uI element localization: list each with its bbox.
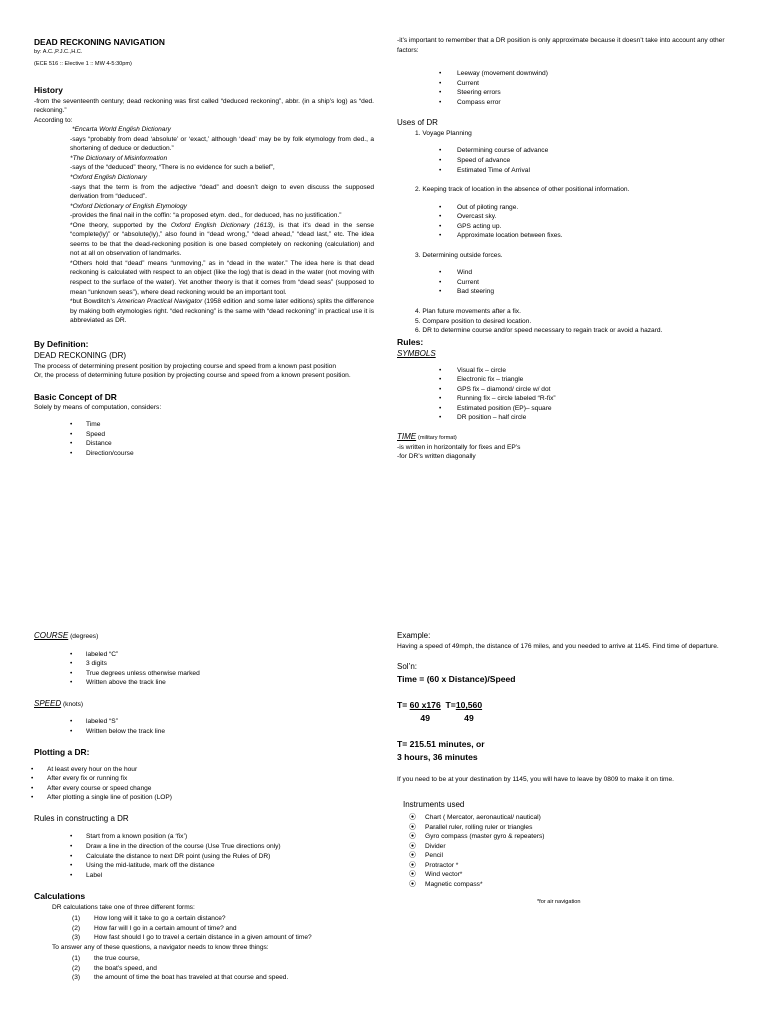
list-item [397, 842, 737, 852]
list-text: Parallel ruler, rolling ruler or triangles [425, 823, 533, 831]
list-text: How fast should I go to travel a certain distance in a given amount of time? [94, 934, 312, 942]
list-number: (3) [72, 934, 81, 942]
use-4: 4. Plan future movements after a fix. [415, 307, 521, 315]
list-item: • Current [397, 79, 737, 89]
result-line-1: T= 215.51 minutes, or [397, 739, 485, 750]
plotting-heading: Plotting a DR: [34, 747, 90, 758]
list-item: • Steering errors [397, 88, 737, 98]
fraction-denominator: 49 [420, 712, 430, 723]
text-run-italic: Oxford English Dictionary (1613) [170, 221, 273, 229]
list-item [34, 964, 374, 974]
list-item [397, 880, 737, 890]
course-rule [34, 630, 374, 642]
conclusion: If you need to be at your destination by 1145, you will have to leave by 0809 to make it on time. [397, 776, 674, 783]
list-item: • Time [34, 420, 374, 430]
source-title: *Encarta World English Dictionary [72, 126, 171, 134]
result-line-2: 3 hours, 36 minutes [397, 751, 478, 762]
list-text: How far will I go in a certain amount of time? and [94, 924, 237, 932]
symbols-heading: SYMBOLS [397, 349, 436, 359]
target-bullet-icon: ⦿ [409, 861, 416, 869]
list-item: • Calculate the distance to next DR point (using the Rules of DR) [34, 852, 374, 862]
use-2-list [397, 203, 737, 241]
source-text: -says of the “deduced” theory, “There is no evidence for such a belief”, [70, 164, 275, 172]
theory-unmoving: *Others hold that “dead” means “unmoving,” as in “dead in the water.” The idea here is that dead reckoning is calculated with respect to an object (like the log) that is dead in the water (not moving with respect to the surface of the water). Yet another theory is that it comes from “dead seas” (supposed to mean “unknown seas”), where dead reckoning would be an important tool. [70, 259, 374, 296]
theory-oed [70, 221, 374, 259]
list-item [397, 870, 737, 880]
example-text: Having a speed of 49mph, the distance of 176 miles, and you needed to arrive at 1145. Find time of departure. [397, 642, 719, 650]
list-item: • Draw a line in the direction of the course (Use True directions only) [34, 842, 374, 852]
authors: by: A.C.,P.J.C.,H.C. [34, 49, 83, 56]
course-label: COURSE [34, 631, 69, 640]
list-item: • After every course or speed change [31, 784, 374, 794]
list-item [34, 933, 374, 943]
course-list [34, 650, 374, 688]
list-text: the true course, [94, 955, 140, 963]
list-item: • True degrees unless otherwise marked [34, 669, 374, 679]
list-text: Divider [425, 842, 446, 850]
list-item: • Estimated position (EP)– square [397, 404, 737, 414]
history-intro: -from the seventeenth century; dead reckoning was first called “deduced reckoning”, abbr. (in a ship’s log) as “ded. reckoning.” [34, 97, 374, 115]
list-text: Wind vector* [425, 871, 463, 879]
target-bullet-icon: ⦿ [409, 871, 416, 879]
target-bullet-icon: ⦿ [409, 814, 416, 822]
list-item [397, 861, 737, 871]
list-item: • Approximate location between fixes. [397, 231, 737, 241]
list-item [34, 914, 374, 924]
list-item: • Estimated Time of Arrival [397, 166, 737, 176]
equation-lhs: T= [445, 700, 456, 711]
use-5: 5. Compare position to desired location. [415, 317, 532, 325]
list-item: • Out of piloting range. [397, 203, 737, 213]
list-text: Chart ( Mercator, aeronautical/ nautical) [425, 814, 541, 822]
speed-list [34, 717, 374, 736]
use-1: 1. Voyage Planning [415, 129, 472, 137]
text-run-italic: American Practical Navigator [117, 298, 203, 306]
calc-forms-list [34, 914, 374, 943]
list-item: • At least every hour on the hour [31, 765, 374, 775]
source-text: -says “probably from dead ‘absolute’ or ‘exact,’ although ‘dead’ may be by folk etymology from ded., a shortening of deduce or deduction.” [70, 135, 374, 153]
source-title: *Oxford English Dictionary [70, 173, 147, 181]
list-text: How long will it take to go a certain distance? [94, 915, 226, 923]
text-run: *but Bowditch’s [70, 298, 118, 306]
list-item: • Determining course of advance [397, 146, 737, 156]
list-item: • Overcast sky. [397, 212, 737, 222]
list-item: • GPS fix – diamond/ circle w/ dot [397, 385, 737, 395]
calc-heading: Calculations [34, 891, 86, 902]
approx-list [397, 69, 737, 107]
list-item [397, 851, 737, 861]
list-item [397, 832, 737, 842]
target-bullet-icon: ⦿ [409, 833, 416, 841]
list-item: • labeled “S” [34, 717, 374, 727]
column-bottom-left [34, 630, 374, 983]
list-item: • Speed [34, 430, 374, 440]
history-heading: History [34, 85, 63, 96]
time-rule [397, 431, 737, 443]
approx-text: -it’s important to remember that a DR position is only approximate because it doesn’t take into account any other factors: [397, 37, 725, 54]
definition-subheading: DEAD RECKONING (DR) [34, 350, 127, 360]
list-number: (2) [72, 964, 81, 972]
speed-rule [34, 698, 374, 710]
instruments-heading: Instruments used [403, 799, 465, 809]
text-run: *One theory, supported by the [70, 221, 171, 229]
list-item: • Speed of advance [397, 156, 737, 166]
solution-label: Sol’n: [397, 662, 418, 672]
speed-unit: (knots) [62, 700, 84, 708]
fraction-2 [456, 699, 482, 724]
definition-p1: The process of determining present position by projecting course and speed from a known past position [34, 362, 337, 370]
list-item [34, 973, 374, 983]
fraction-1 [410, 699, 441, 724]
basic-concept-heading: Basic Concept of DR [34, 391, 117, 402]
list-item: • Compass error [397, 98, 737, 108]
target-bullet-icon: ⦿ [409, 823, 416, 831]
list-item: • After every fix or running fix [31, 774, 374, 784]
list-item: • Visual fix – circle [397, 366, 737, 376]
list-item [34, 954, 374, 964]
list-item [34, 924, 374, 934]
fraction-denominator: 49 [464, 712, 474, 723]
target-bullet-icon: ⦿ [409, 852, 416, 860]
speed-label: SPEED [34, 698, 62, 708]
list-item [397, 813, 737, 823]
fraction-numerator: 10,560 [455, 700, 483, 711]
list-number: (1) [72, 915, 81, 923]
list-item: • Leeway (movement downwind) [397, 69, 737, 79]
list-item: • Using the mid-latitude, mark off the distance [34, 861, 374, 871]
plotting-list [31, 765, 374, 803]
list-item: • After plotting a single line of position (LOP) [31, 793, 374, 803]
source-title: *The Dictionary of Misinformation [70, 154, 168, 162]
basic-concept-list [34, 420, 374, 458]
document-title: DEAD RECKONING NAVIGATION [34, 37, 165, 47]
basic-concept-intro: Solely by means of computation, considers: [34, 403, 162, 411]
list-item: • DR position – half circle [397, 413, 737, 423]
list-text: Magnetic compass* [425, 880, 483, 888]
uses-heading: Uses of DR [397, 118, 438, 128]
list-text: the amount of time the boat has traveled at that course and speed. [94, 974, 289, 982]
list-item: • GPS acting up. [397, 222, 737, 232]
construct-heading: Rules in constructing a DR [34, 813, 129, 823]
text-run: (1958 edition and some later editions) splits the difference by making both etymologies right. “ded reckoning” is the same with “dead reckoning” in practical use it is abbreviated as DR. [70, 298, 374, 325]
calc-intro: DR calculations take one of three different forms: [52, 903, 195, 911]
use-6: 6. DR to determine course and/or speed necessary to regain track or avoid a hazard. [415, 327, 663, 335]
example-heading: Example: [397, 631, 431, 640]
course-unit: (degrees) [70, 633, 99, 640]
list-text: Protractor * [425, 861, 459, 869]
list-item: • Bad steering [397, 287, 737, 297]
column-top-left [34, 36, 374, 459]
calc-things-list [34, 954, 374, 983]
list-item: • 3 digits [34, 659, 374, 669]
according-to: According to: [34, 116, 73, 124]
formula: Time = (60 x Distance)/Speed [397, 673, 516, 684]
list-text: Pencil [425, 852, 443, 860]
target-bullet-icon: ⦿ [409, 880, 416, 888]
list-item: • Electronic fix – triangle [397, 375, 737, 385]
list-item: • Current [397, 278, 737, 288]
list-number: (2) [72, 924, 81, 932]
instruments-list [397, 813, 737, 889]
time-line-1: -is written in horizontally for fixes and EP’s [397, 443, 521, 451]
list-item: • Running fix – circle labeled “R-fix” [397, 394, 737, 404]
equation [397, 699, 737, 724]
time-line-2: -for DR’s written diagonally [397, 453, 476, 461]
source-text: -says that the term is from the adjective “dead” and doesn’t deign to even discuss the supposed derivation from “deduced”. [70, 183, 374, 201]
list-text: the boat’s speed, and [94, 964, 157, 972]
theory-bowditch [70, 297, 374, 326]
source-text: -provides the final nail in the coffin: “a proposed etym. ded., for deduced, has no justification.” [70, 212, 342, 220]
column-bottom-right [397, 630, 737, 906]
footnote: *for air navigation [537, 898, 581, 905]
list-number: (1) [72, 955, 81, 963]
fraction-numerator: 60 x176 [409, 700, 441, 711]
text-run: , is that it’s dead in the sense “complete(ly)” or “absolute(ly),” also found in “dead wrong,” “dead ahead,” “dead last,” etc. The idea seems to be that the dead-reckoning position is one based completely on reckoning (calculation) and not at all on observation of landmarks. [70, 221, 374, 258]
history-sources [34, 125, 374, 325]
use-3-list [397, 268, 737, 297]
time-label: TIME [397, 431, 417, 441]
list-item: • Start from a known position (a ‘fix’) [34, 832, 374, 842]
use-3: 3. Determining outside forces. [415, 251, 503, 259]
column-top-right [397, 36, 737, 462]
target-bullet-icon: ⦿ [409, 842, 416, 850]
use-2: 2. Keeping track of location in the absence of other positional information. [415, 186, 630, 194]
list-text: Gyro compass (master gyro & repeaters) [425, 833, 545, 841]
list-item [397, 823, 737, 833]
list-item: • Written above the track line [34, 678, 374, 688]
rules-heading: Rules: [397, 336, 424, 347]
course-info: (ECE 516 :: Elective 1 :: MW 4-5:30pm) [34, 61, 132, 68]
definition-p2: Or, the process of determining future position by projecting course and speed from a known present position. [34, 372, 351, 380]
list-item: • Direction/course [34, 449, 374, 459]
use-1-list [397, 146, 737, 175]
list-item: • Distance [34, 439, 374, 449]
calc-intro-2: To answer any of these questions, a navigator needs to know three things: [52, 943, 269, 951]
list-number: (3) [72, 974, 81, 982]
definition-heading: By Definition: [34, 338, 89, 349]
list-item: • Wind [397, 268, 737, 278]
equation-lhs: T= [397, 700, 408, 711]
list-item: • Written below the track line [34, 727, 374, 737]
symbols-list [397, 366, 737, 423]
time-note: (military format) [417, 434, 457, 441]
list-item: • labeled “C” [34, 650, 374, 660]
source-title: *Oxford Dictionary of English Etymology [70, 202, 187, 210]
list-item: • Label [34, 871, 374, 881]
construct-list [34, 832, 374, 880]
